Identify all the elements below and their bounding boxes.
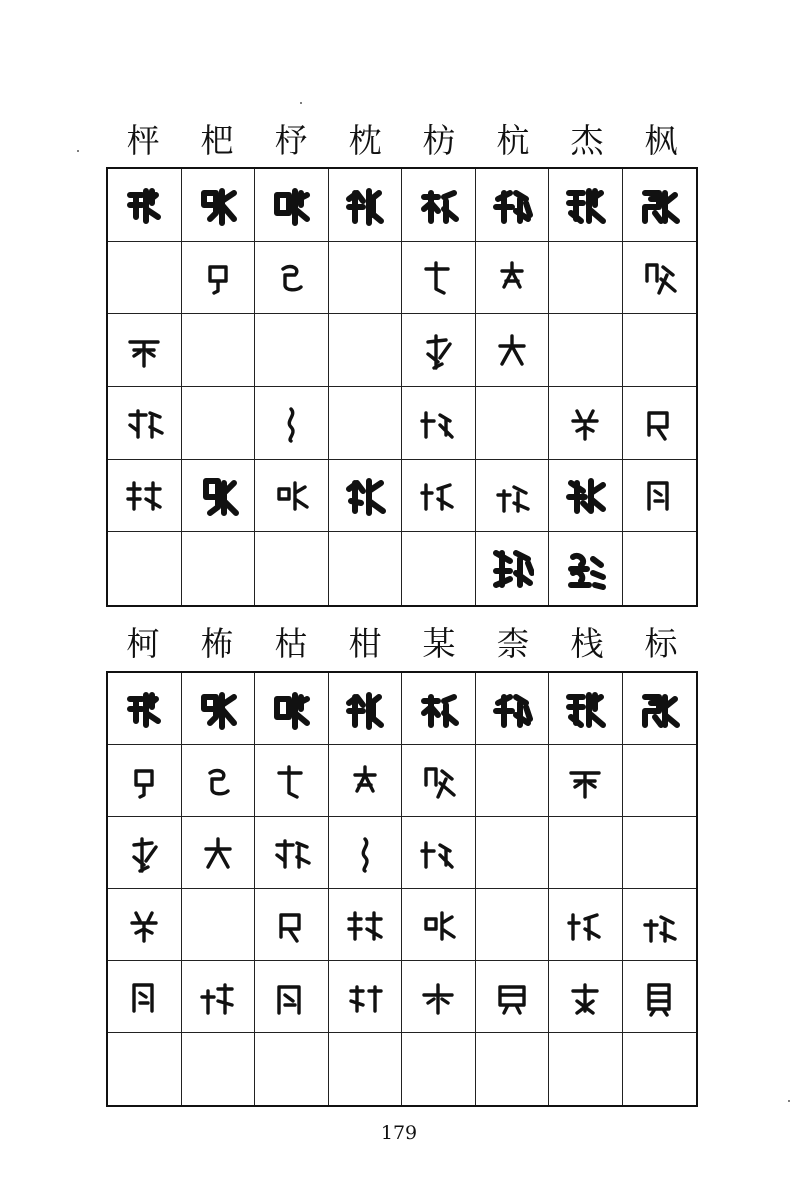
glyph-cell (255, 817, 329, 889)
column-header: 杷 (200, 120, 234, 160)
script-glyph (416, 255, 460, 299)
script-glyph (637, 255, 681, 299)
glyph-cell (108, 1033, 182, 1105)
glyph-cell (108, 460, 182, 533)
script-glyph (122, 903, 166, 947)
script-glyph (269, 183, 313, 227)
column-header: 柰 (496, 623, 530, 663)
glyph-cell (182, 242, 256, 315)
script-glyph (343, 831, 387, 875)
column-header: 杭 (496, 120, 530, 160)
script-glyph (343, 183, 387, 227)
glyph-cell (108, 242, 182, 315)
glyph-cell (108, 817, 182, 889)
glyph-cell (182, 745, 256, 817)
script-glyph (269, 687, 313, 731)
script-glyph (122, 759, 166, 803)
column-header: 杼 (274, 120, 308, 160)
glyph-table-top (106, 167, 698, 607)
glyph-cell (549, 532, 623, 605)
script-glyph (196, 687, 240, 731)
glyph-cell (623, 745, 697, 817)
glyph-cell (549, 387, 623, 460)
script-glyph (269, 473, 313, 517)
script-glyph (563, 473, 607, 517)
glyph-cell (329, 460, 403, 533)
script-glyph (637, 401, 681, 445)
script-glyph (122, 401, 166, 445)
glyph-cell (476, 242, 550, 315)
script-glyph (122, 831, 166, 875)
glyph-cell (182, 961, 256, 1033)
glyph-cell (623, 1033, 697, 1105)
glyph-cell (329, 745, 403, 817)
script-glyph (122, 473, 166, 517)
glyph-cell (182, 889, 256, 961)
column-header: 枫 (644, 120, 678, 160)
glyph-cell (623, 314, 697, 387)
scan-speck (77, 150, 79, 152)
column-header: 栈 (570, 623, 604, 663)
glyph-cell (476, 387, 550, 460)
glyph-cell (329, 169, 403, 242)
script-glyph (490, 537, 534, 601)
script-glyph (343, 687, 387, 731)
glyph-cell (108, 532, 182, 605)
glyph-cell (476, 889, 550, 961)
glyph-cell (549, 673, 623, 745)
glyph-cell (108, 169, 182, 242)
glyph-cell (402, 817, 476, 889)
glyph-cell (623, 242, 697, 315)
script-glyph (416, 401, 460, 445)
glyph-cell (329, 673, 403, 745)
glyph-cell (402, 169, 476, 242)
glyph-cell (623, 532, 697, 605)
glyph-cell (549, 745, 623, 817)
glyph-table-bottom (106, 671, 698, 1107)
column-header: 枯 (274, 623, 308, 663)
glyph-cell (182, 314, 256, 387)
glyph-cell (255, 889, 329, 961)
glyph-cell (476, 817, 550, 889)
script-glyph (122, 183, 166, 227)
glyph-cell (549, 889, 623, 961)
script-glyph (563, 759, 607, 803)
script-glyph (416, 183, 460, 227)
glyph-cell (182, 532, 256, 605)
glyph-cell (549, 817, 623, 889)
script-glyph (343, 903, 387, 947)
glyph-cell (108, 673, 182, 745)
glyph-cell (182, 169, 256, 242)
header-row-top (106, 118, 698, 162)
script-glyph (637, 183, 681, 227)
header-row-bottom (106, 621, 698, 665)
script-glyph (122, 328, 166, 372)
scan-speck (300, 102, 302, 104)
scan-speck (788, 1100, 790, 1102)
glyph-cell (402, 1033, 476, 1105)
glyph-cell (402, 889, 476, 961)
glyph-cell (182, 817, 256, 889)
glyph-cell (623, 387, 697, 460)
glyph-cell (329, 387, 403, 460)
glyph-cell (402, 745, 476, 817)
script-glyph (343, 975, 387, 1019)
glyph-cell (402, 242, 476, 315)
glyph-cell (476, 169, 550, 242)
glyph-cell (402, 387, 476, 460)
glyph-cell (255, 314, 329, 387)
glyph-cell (108, 314, 182, 387)
glyph-cell (255, 387, 329, 460)
column-header: 杰 (570, 120, 604, 160)
glyph-cell (329, 1033, 403, 1105)
column-header: 枕 (348, 120, 382, 160)
glyph-cell (329, 889, 403, 961)
glyph-cell (476, 673, 550, 745)
script-glyph (196, 255, 240, 299)
glyph-cell (476, 314, 550, 387)
glyph-cell (182, 387, 256, 460)
glyph-cell (402, 314, 476, 387)
column-header: 柨 (200, 623, 234, 663)
glyph-cell (255, 242, 329, 315)
glyph-cell (476, 745, 550, 817)
script-glyph (416, 975, 460, 1019)
glyph-cell (329, 532, 403, 605)
script-glyph (416, 473, 460, 517)
script-glyph (196, 473, 240, 517)
glyph-cell (476, 1033, 550, 1105)
glyph-cell (549, 314, 623, 387)
glyph-cell (329, 961, 403, 1033)
glyph-cell (182, 673, 256, 745)
glyph-cell (255, 961, 329, 1033)
script-glyph (490, 255, 534, 299)
script-glyph (343, 473, 387, 517)
script-glyph (563, 401, 607, 445)
glyph-cell (329, 314, 403, 387)
script-glyph (269, 255, 313, 299)
glyph-cell (549, 961, 623, 1033)
glyph-cell (549, 1033, 623, 1105)
glyph-cell (476, 460, 550, 533)
glyph-cell (182, 460, 256, 533)
script-glyph (416, 687, 460, 731)
script-glyph (490, 183, 534, 227)
script-glyph (196, 759, 240, 803)
glyph-cell (402, 460, 476, 533)
script-glyph (416, 831, 460, 875)
glyph-cell (623, 673, 697, 745)
glyph-cell (623, 961, 697, 1033)
glyph-cell (476, 961, 550, 1033)
script-glyph (196, 183, 240, 227)
script-glyph (637, 903, 681, 947)
column-header: 枋 (422, 120, 456, 160)
glyph-cell (623, 889, 697, 961)
glyph-cell (255, 532, 329, 605)
script-glyph (490, 473, 534, 517)
script-glyph (269, 759, 313, 803)
glyph-cell (255, 745, 329, 817)
script-glyph (637, 473, 681, 517)
script-glyph (416, 903, 460, 947)
glyph-cell (255, 1033, 329, 1105)
script-glyph (563, 547, 607, 591)
script-glyph (637, 687, 681, 731)
glyph-cell (402, 532, 476, 605)
glyph-cell (255, 673, 329, 745)
glyph-cell (549, 460, 623, 533)
glyph-cell (549, 169, 623, 242)
glyph-cell (329, 817, 403, 889)
script-glyph (196, 831, 240, 875)
glyph-cell (255, 169, 329, 242)
script-glyph (196, 975, 240, 1019)
script-glyph (637, 975, 681, 1019)
script-glyph (269, 975, 313, 1019)
glyph-cell (623, 817, 697, 889)
glyph-cell (255, 460, 329, 533)
script-glyph (269, 903, 313, 947)
glyph-cell (549, 242, 623, 315)
glyph-cell (108, 961, 182, 1033)
column-header: 柑 (348, 623, 382, 663)
column-header: 柯 (126, 623, 160, 663)
glyph-cell (623, 169, 697, 242)
glyph-cell (402, 673, 476, 745)
page-number: 179 (380, 1122, 418, 1144)
script-glyph (563, 183, 607, 227)
glyph-cell (108, 387, 182, 460)
script-glyph (122, 975, 166, 1019)
glyph-cell (329, 242, 403, 315)
glyph-cell (108, 745, 182, 817)
script-glyph (416, 759, 460, 803)
script-glyph (490, 328, 534, 372)
glyph-cell (402, 961, 476, 1033)
glyph-cell (623, 460, 697, 533)
script-glyph (563, 975, 607, 1019)
script-glyph (343, 759, 387, 803)
script-glyph (563, 687, 607, 731)
script-glyph (490, 975, 534, 1019)
script-glyph (122, 687, 166, 731)
glyph-cell (108, 889, 182, 961)
column-header: 某 (422, 623, 456, 663)
script-glyph (563, 903, 607, 947)
script-glyph (269, 401, 313, 445)
column-header: 枰 (126, 120, 160, 160)
glyph-cell (182, 1033, 256, 1105)
script-glyph (269, 831, 313, 875)
column-header: 标 (644, 623, 678, 663)
script-glyph (490, 687, 534, 731)
script-glyph (416, 328, 460, 372)
glyph-cell (476, 532, 550, 605)
